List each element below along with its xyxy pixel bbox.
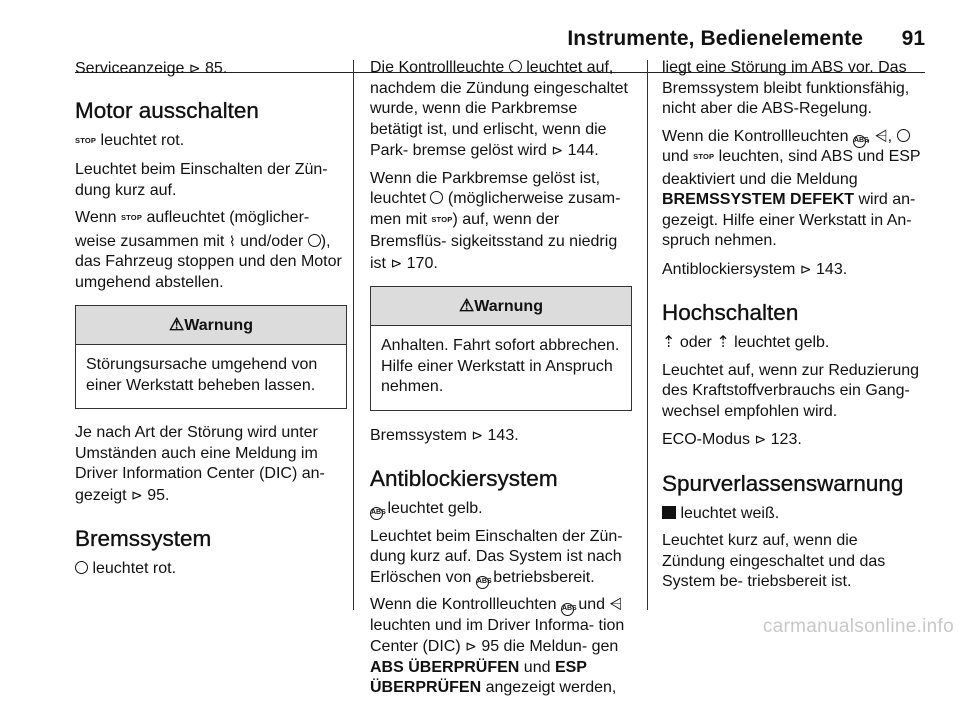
intro-paragraph: Serviceanzeige ⊳ 85. <box>75 60 228 77</box>
page-header <box>75 25 925 51</box>
brake-fluid-paragraph: Wenn die Parkbremse gelöst ist, leuchtet (möglicherweise zusam- men mit STOP) auf, wenn der Bremsflüs- sigkeitsstand zu niedrig ist ⊳ 170. <box>370 169 621 272</box>
shift-up-icon: ⇡ <box>716 334 730 351</box>
abs-icon: ABS <box>370 507 383 520</box>
page-reference[interactable]: 123. <box>770 431 802 448</box>
column-2 <box>370 58 632 706</box>
warning-box-text: Anhalten. Fahrt sofort abbrechen. Hilfe einer Werkstatt in Anspruch nehmen. <box>381 337 620 395</box>
heading-spurverlassenswarnung: Spurverlassenswarnung <box>662 470 904 496</box>
esp-off-icon: ⩤ <box>609 596 623 613</box>
warning-box-title: ⚠Warnung <box>371 287 631 326</box>
abs-reference-paragraph: Antiblockiersystem ⊳ 143. <box>662 260 848 278</box>
heading-hochschalten: Hochschalten <box>662 300 799 325</box>
column-divider-2 <box>647 60 648 610</box>
page-number: 91 <box>901 27 925 50</box>
lane-status-paragraph: leuchtet weiß. <box>662 504 924 525</box>
brake-status-paragraph: leuchtet rot. <box>75 559 347 580</box>
page-reference[interactable]: 170. <box>406 254 438 272</box>
page-reference[interactable]: 85. <box>205 60 228 77</box>
brake-warning-icon <box>509 60 522 73</box>
heading-motor-ausschalten: Motor ausschalten <box>75 97 259 123</box>
warning-triangle-icon: ⚠ <box>459 296 475 315</box>
heading-bremssystem: Bremssystem <box>75 526 212 551</box>
abs-paragraph: Leuchtet beim Einschalten der Zün- dung kurz auf. Das System ist nach Erlöschen von ABS betriebsbereit. <box>370 527 632 589</box>
warning-box-text: Störungsursache umgehend von einer Werkstatt beheben lassen. <box>86 356 318 394</box>
column-divider-1 <box>353 60 354 610</box>
brake-warning-icon <box>308 234 321 247</box>
stop-icon: STOP <box>431 214 453 224</box>
watermark: carmanualsonline.info <box>762 616 954 637</box>
dic-paragraph: Je nach Art der Störung wird unter Umständen auch eine Meldung im Driver Information Center (DIC) an- gezeigt ⊳ 95. <box>75 424 325 504</box>
column-1 <box>75 58 347 587</box>
ref-arrow-icon: ⊳ <box>465 638 477 654</box>
brake-warning-icon <box>430 191 443 204</box>
shift-status-paragraph: ⇡ oder ⇡ leuchtet gelb. <box>662 333 924 354</box>
abs-icon: ABS <box>853 135 866 148</box>
ref-arrow-icon: ⊳ <box>754 431 767 447</box>
warning-triangle-icon: ⚠ <box>169 315 185 334</box>
abs-fault-paragraph: liegt eine Störung im ABS vor. Das Bremssystem bleibt funktionsfähig, nicht aber die ABS-Regelung. <box>662 59 910 117</box>
abs-dic-paragraph: Wenn die Kontrollleuchten ABS und ⩤ leuchten und im Driver Informa- tion Center (DIC) ⊳ 95 die Meldun- gen ABS ÜBERPRÜFEN und ESP ÜBERPRÜFEN angezeigt werden, <box>370 596 625 696</box>
brake-warning-icon <box>75 561 88 574</box>
column-3 <box>662 58 924 600</box>
motor-status-paragraph: STOP leuchtet rot. <box>75 131 347 154</box>
motor-paragraph: Leuchtet beim Einschalten der Zün- dung kurz auf. <box>75 161 328 199</box>
stop-icon: STOP <box>75 135 97 145</box>
ref-arrow-icon: ⊳ <box>799 260 812 277</box>
page-reference[interactable]: 143. <box>487 426 519 444</box>
abs-icon: ABS <box>476 576 489 589</box>
brake-light-paragraph: Die Kontrollleuchte leuchtet auf, nachdem die Zündung eingeschaltet wurde, wenn die Parkbremse betätigt ist, und erlischt, wenn die Park- bremse gelöst wird ⊳ 144. <box>370 59 628 159</box>
ref-arrow-icon: ⊳ <box>551 142 564 158</box>
lane-paragraph: Leuchtet kurz auf, wenn die Zündung eingeschaltet und das System be- triebsbereit ist. <box>662 532 886 590</box>
stop-icon: STOP <box>693 152 715 161</box>
abs-esp-paragraph: Wenn die Kontrollleuchten ABS, ⩤, und STOP leuchten, sind ABS und ESP deaktiviert und die Meldung BREMSSYSTEM DEFEKT wird an- gezeigt. Hilfe einer Werkstatt in An- spruch nehmen. <box>662 127 921 249</box>
ref-arrow-icon: ⊳ <box>390 254 403 271</box>
esp-off-icon: ⩤ <box>874 127 888 145</box>
abs-icon: ABS <box>561 603 574 616</box>
abs-status-paragraph: ABS leuchtet gelb. <box>370 499 632 520</box>
stop-icon: STOP <box>120 213 143 222</box>
shift-up-icon: ⇡ <box>662 334 676 351</box>
heading-antiblockiersystem: Antiblockiersystem <box>370 466 558 491</box>
coolant-temperature-icon: ⌇ <box>228 232 236 249</box>
warning-box-title: ⚠Warnung <box>76 306 346 345</box>
page-reference[interactable]: 95. <box>147 486 170 504</box>
eco-reference-paragraph: ECO-Modus ⊳ 123. <box>662 431 802 448</box>
brake-warning-icon <box>897 129 910 142</box>
ref-arrow-icon: ⊳ <box>471 426 484 443</box>
warning-box <box>75 305 347 409</box>
shift-paragraph: Leuchtet auf, wenn zur Reduzierung des Kraftstoffverbrauchs ein Gang- wechsel empfohlen wird. <box>662 361 920 420</box>
ref-arrow-icon: ⊳ <box>188 60 201 76</box>
warning-box <box>370 286 632 411</box>
brake-reference-paragraph: Bremssystem ⊳ 143. <box>370 426 519 444</box>
lane-departure-icon <box>662 506 676 519</box>
motor-instruction-paragraph: Wenn STOP aufleuchtet (möglicher- weise zusammen mit ⌇ und/oder ), das Fahrzeug stoppen und den Motor umgehend abstellen. <box>75 209 342 291</box>
header-title: Instrumente, Bedienelemente <box>567 27 863 50</box>
page-reference[interactable]: 143. <box>816 260 848 278</box>
ref-arrow-icon: ⊳ <box>131 486 143 503</box>
page-reference[interactable]: 144. <box>567 142 599 159</box>
